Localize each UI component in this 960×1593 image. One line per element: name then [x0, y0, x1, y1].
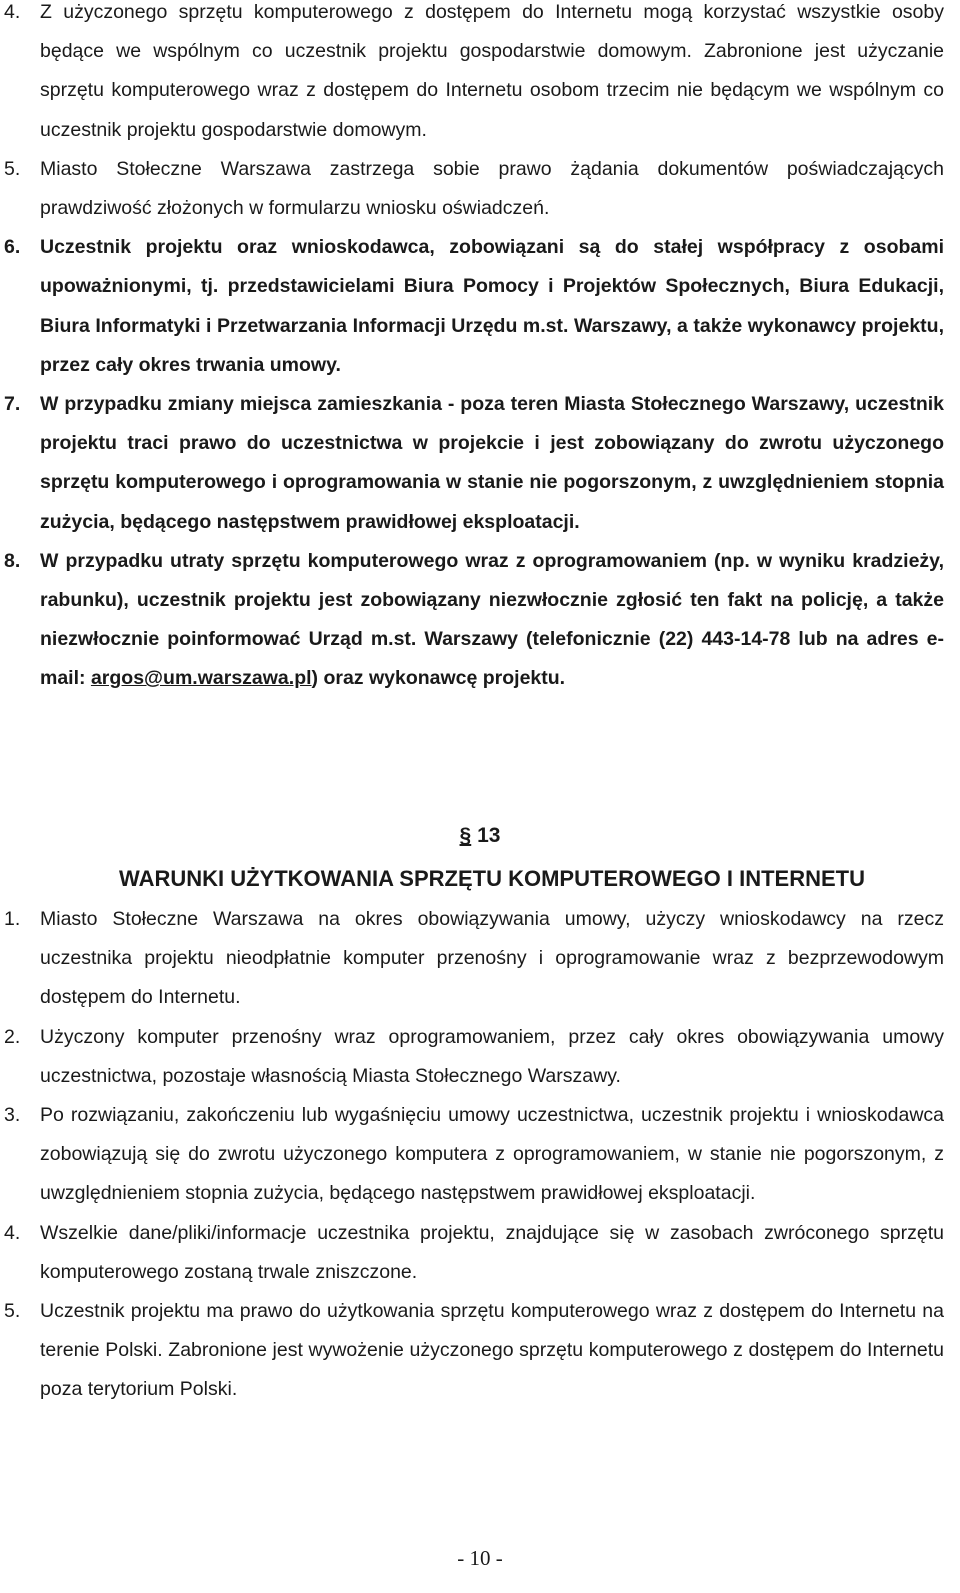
item-number: 3. [4, 1104, 21, 1127]
paragraph-sign: § [459, 824, 472, 847]
section-title: WARUNKI UŻYTKOWANIA SPRZĘTU KOMPUTEROWEGO I INTERNETU [119, 866, 865, 891]
item-number: 6. [4, 236, 21, 259]
list-item [0, 385, 960, 542]
item-number: 2. [4, 1025, 21, 1048]
list-item [0, 542, 960, 699]
item-text: Miasto Stołeczne Warszawa na okres obowiązywania umowy, użyczy wnioskodawcy na rzecz uczestnika projektu nieodpłatnie komputer przenośny i oprogramowanie wraz z bezprzewodowym dostępem do Internetu. [40, 908, 944, 1009]
section-number-value: 13 [471, 824, 501, 847]
item-number: 4. [4, 1221, 21, 1244]
section-13 [0, 900, 960, 1410]
list-item [0, 1292, 960, 1410]
list-item [0, 1214, 960, 1292]
item-text: Użyczony komputer przenośny wraz oprogramowaniem, przez cały okres obowiązywania umowy uczestnictwa, pozostaje własnością Miasta Stołecznego Warszawy. [40, 1025, 944, 1087]
item-number: 8. [4, 549, 21, 572]
list-item [0, 900, 960, 1018]
section-12-continued [0, 0, 960, 699]
page-number: - 10 - [457, 1546, 503, 1570]
item-text: Po rozwiązaniu, zakończeniu lub wygaśnięciu umowy uczestnictwa, uczestnik projektu i wnioskodawca zobowiązują się do zwrotu użyczonego komputera z oprogramowaniem, w stanie nie pogorszonym, z uwzględnieniem stopnia zużycia, będącego następstwem prawidłowej eksploatacji. [40, 1104, 944, 1205]
list-item [0, 1018, 960, 1096]
item-text: W przypadku zmiany miejsca zamieszkania - poza teren Miasta Stołecznego Warszawy, uczestnik projektu traci prawo do uczestnictwa w projekcie i jest zobowiązany do zwrotu użyczonego sprzętu komputerowego i oprogramowania w stanie nie pogorszonym, z uwzględnieniem stopnia zużycia, będącego następstwem prawidłowej eksploatacji. [40, 393, 944, 533]
list-item [0, 1096, 960, 1214]
item-number: 4. [4, 1, 21, 23]
item-text: Uczestnik projektu ma prawo do użytkowania sprzętu komputerowego wraz z dostępem do Internetu na terenie Polski. Zabronione jest wywożenie użyczonego sprzętu komputerowego z dostępem do Internetu poza terytorium Polski. [40, 1300, 944, 1401]
item-number: 1. [4, 908, 21, 930]
email-link[interactable]: argos@um.warszawa.pl [90, 667, 312, 690]
item-text: Z użyczonego sprzętu komputerowego z dostępem do Internetu mogą korzystać wszystkie osoby będące we wspólnym co uczestnik projektu gospodarstwie domowym. Zabronione jest użyczanie sprzętu komputerowego wraz z dostępem do Internetu osobom trzecim nie będącym we wspólnym co uczestnik projektu gospodarstwie domowym. [40, 1, 944, 141]
item-number: 5. [4, 1300, 21, 1323]
list-item [0, 0, 960, 150]
item-text: Uczestnik projektu oraz wnioskodawca, zobowiązani są do stałej współpracy z osobami upoważnionymi, tj. przedstawicielami Biura Pomocy i Projektów Społecznych, Biura Edukacji, Biura Informatyki i Przetwarzania Informacji Urzędu m.st. Warszawy, a także wykonawcy projektu, przez cały okres trwania umowy. [40, 236, 944, 376]
item-text: Miasto Stołeczne Warszawa zastrzega sobie prawo żądania dokumentów poświadczających prawdziwość złożonych w formularzu wniosku oświadczeń. [40, 157, 944, 220]
item-text: Wszelkie dane/pliki/informacje uczestnika projektu, znajdujące się w zasobach zwróconego sprzętu komputerowego zostaną trwale zniszczone. [40, 1221, 944, 1283]
item-text-before-email: W przypadku utraty sprzętu komputerowego wraz z oprogramowaniem (np. w wyniku kradzieży, rabunku), uczestnik projektu jest zobowiązany niezwłocznie zgłosić ten fakt na policję, a także niezwłocznie poinformować Urząd m.st. Warszawy (telefonicznie (22) 443-14-78 lub na adres e-mail: [40, 549, 944, 690]
list-item [0, 150, 960, 228]
list-item [0, 228, 960, 385]
item-number: 7. [4, 393, 21, 416]
section-number [0, 816, 960, 856]
item-text-after-email: ) oraz wykonawcę projektu. [311, 667, 566, 690]
item-number: 5. [4, 157, 21, 180]
